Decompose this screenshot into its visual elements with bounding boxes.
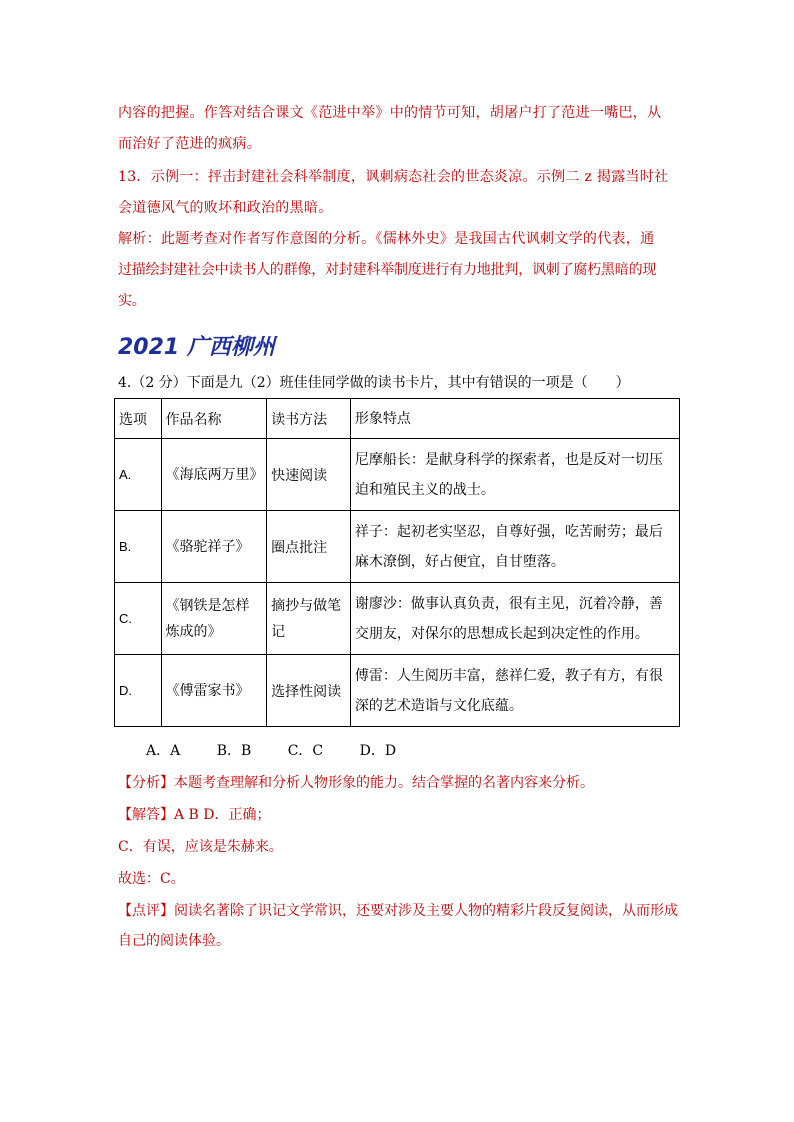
table-row: [115, 439, 680, 511]
choice-a[interactable]: A．A: [146, 743, 181, 759]
header-work: 作品名称: [161, 399, 267, 439]
answer-solution: 【解答】A B D．正确；: [118, 807, 271, 823]
choice-b[interactable]: B．B: [216, 743, 252, 759]
row-work: 《傅雷家书》: [161, 655, 267, 727]
row-trait: 傅雷：人生阅历丰富，慈祥仁爱，教子有方，有很深的艺术造诣与文化底蕴。: [350, 655, 679, 727]
row-method: 摘抄与做笔记: [267, 583, 351, 655]
table-row: [115, 583, 680, 655]
row-trait: 谢廖沙：做事认真负责，很有主见，沉着冷静，善交朋友，对保尔的思想成长起到决定性的作用。: [350, 583, 679, 655]
answer-c-note: C．有误，应该是朱赫来。: [118, 839, 283, 855]
comment-line2: 自己的阅读体验。: [118, 933, 230, 949]
answer-analysis: 【分析】本题考查理解和分析人物形象的能力。结合掌握的名著内容来分析。: [118, 775, 594, 791]
answer-13-line1: 13．示例一：抨击封建社会科举制度，讽刺病态社会的世态炎凉。示例二 z 揭露当时社: [118, 169, 669, 185]
reading-card-table: [114, 398, 680, 727]
header-trait: 形象特点: [350, 399, 679, 439]
table-row: [115, 655, 680, 727]
header-method: 读书方法: [267, 399, 351, 439]
header-option: 选项: [115, 399, 162, 439]
choice-c[interactable]: C．C: [287, 743, 324, 759]
answer-choices: [146, 740, 428, 760]
row-work: 《海底两万里》: [161, 439, 267, 511]
analysis-13-line2: 过描绘封建社会中读书人的群像，对封建科举制度进行有力地批判，讽刺了腐朽黑暗的现实。: [118, 262, 657, 309]
section-heading: 2021 广西柳州: [118, 335, 275, 360]
row-trait: 祥子：起初老实坚忍，自尊好强，吃苦耐劳；最后麻木潦倒，好占便宜，自甘堕落。: [350, 511, 679, 583]
row-work: 《骆驼祥子》: [161, 511, 267, 583]
analysis-13-text: [118, 224, 678, 317]
answer-13-text: [118, 162, 678, 224]
choice-d[interactable]: D．D: [359, 743, 397, 759]
row-method: 快速阅读: [267, 439, 351, 511]
row-method: 圈点批注: [267, 511, 351, 583]
answer-12-text: [118, 98, 678, 160]
answer-12-line2: 而治好了范进的疯病。: [118, 136, 261, 152]
row-option: B.: [115, 511, 162, 583]
row-option: C.: [115, 583, 162, 655]
row-trait: 尼摩船长：是献身科学的探索者，也是反对一切压迫和殖民主义的战士。: [350, 439, 679, 511]
comment-line1: 【点评】阅读名著除了识记文学常识，还要对涉及主要人物的精彩片段反复阅读，从而形成: [118, 903, 678, 919]
question-4: 4.（2 分）下面是九（2）班佳佳同学做的读书卡片，其中有错误的一项是（ ）: [118, 375, 630, 391]
row-work: 《钢铁是怎样炼成的》: [161, 583, 267, 655]
analysis-13-line1: 解析：此题考查对作者写作意图的分析。《儒林外史》是我国古代讽刺文学的代表，通: [118, 231, 655, 247]
answer-comment: [118, 896, 678, 956]
table-header-row: [115, 399, 680, 439]
row-method: 选择性阅读: [267, 655, 351, 727]
answer-13-line2: 会道德风气的败坏和政治的黑暗。: [118, 200, 333, 216]
row-option: D.: [115, 655, 162, 727]
answer-choose: 故选：C。: [118, 871, 185, 887]
row-option: A.: [115, 439, 162, 511]
table-row: [115, 511, 680, 583]
answer-12-line1: 内容的把握。作答对结合课文《范进中举》中的情节可知，胡屠户打了范进一嘴巴，从: [118, 105, 662, 121]
